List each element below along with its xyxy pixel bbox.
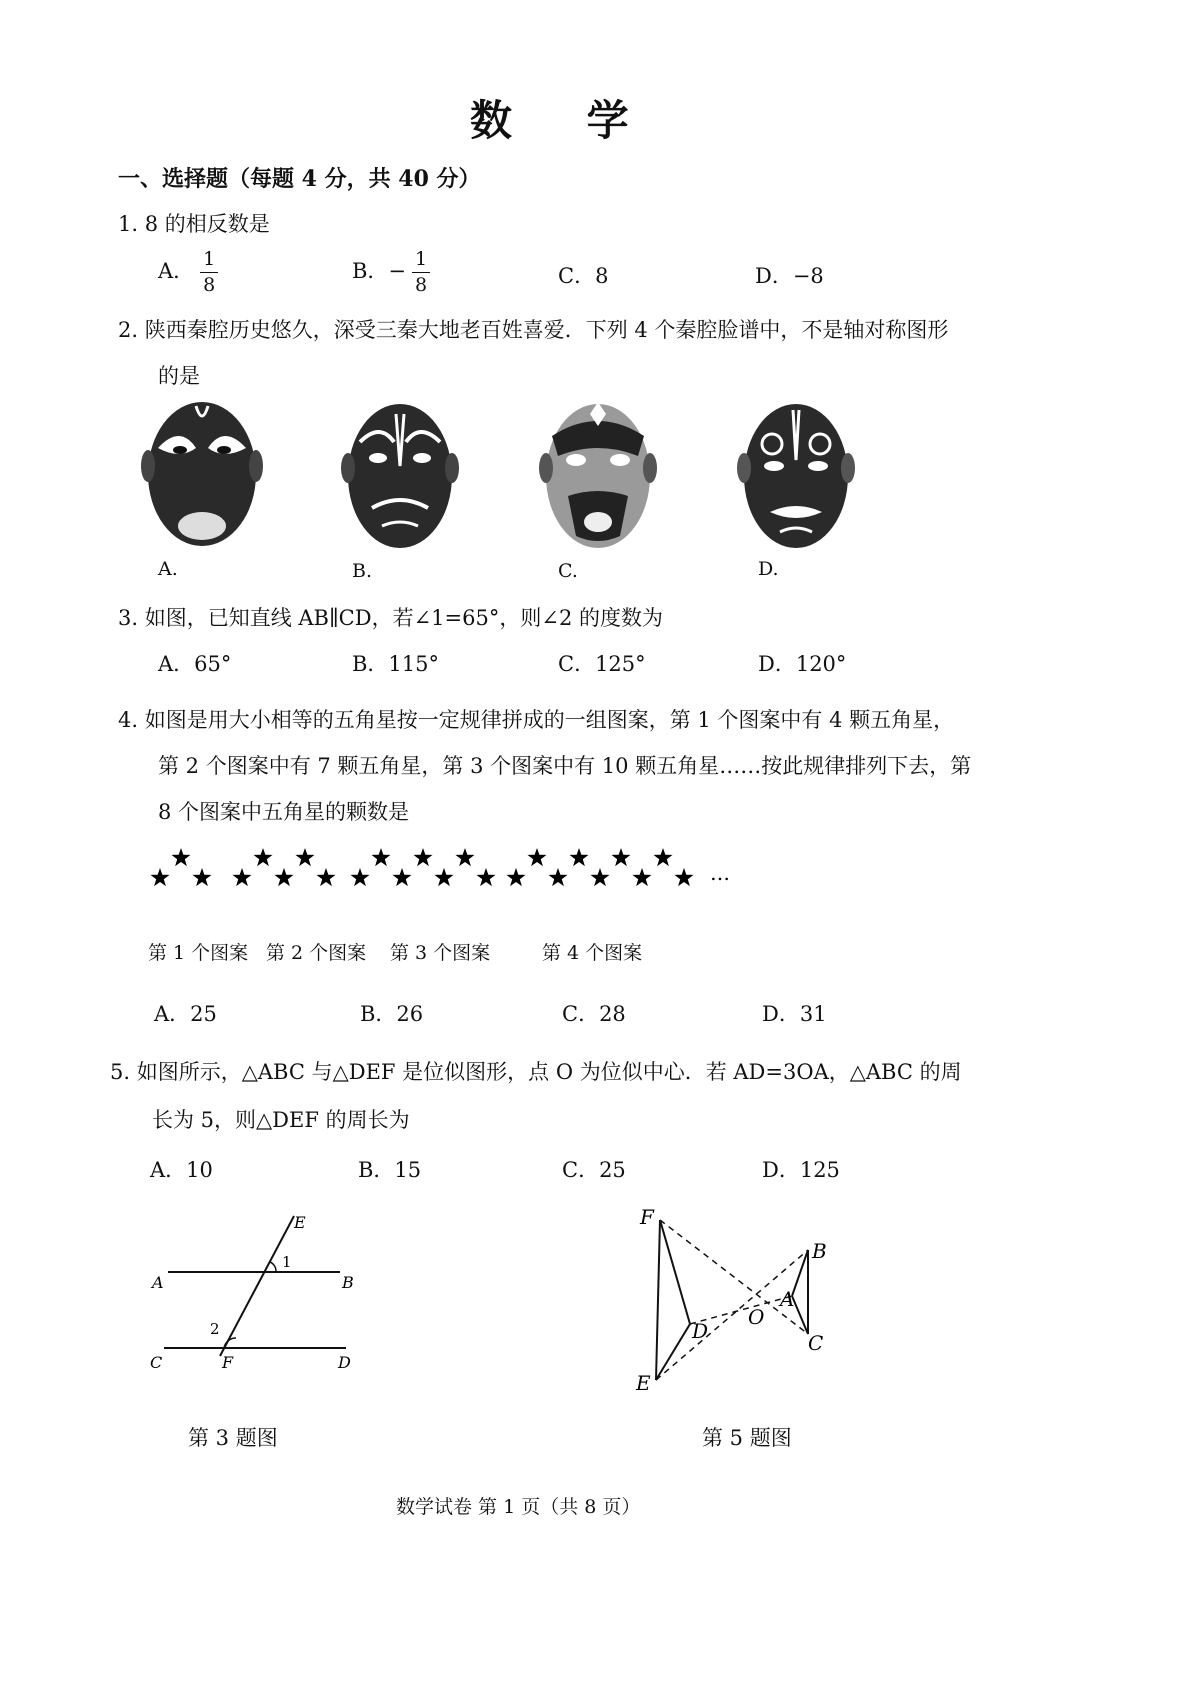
star-icon	[674, 868, 693, 886]
fig3-label-2: 2	[210, 1320, 220, 1338]
fig3-label-b: B	[342, 1273, 354, 1292]
q5-option-a: A．10	[150, 1158, 213, 1182]
q2-label-d: D.	[758, 558, 779, 580]
page-title: 数 学	[470, 96, 659, 145]
q1-fraction-b: $\frac{1}{8}$	[412, 250, 430, 295]
fig5-label-d: D	[692, 1319, 709, 1343]
opera-mask-icon	[737, 404, 855, 548]
q3-option-b: B．115°	[352, 652, 440, 676]
q2-label-b: B.	[352, 560, 373, 582]
q3-option-d: D．120°	[758, 652, 847, 676]
fig5-label-f: F	[640, 1205, 654, 1229]
star-pattern-4	[506, 848, 693, 886]
q1-option-b	[352, 250, 430, 295]
star-icon	[413, 848, 432, 866]
fig5-label-o: O	[748, 1305, 765, 1329]
star-icon	[274, 868, 293, 886]
star-icon	[455, 848, 474, 866]
q1-option-d: D．−8	[755, 264, 824, 288]
star-icon	[316, 868, 335, 886]
fig5-label-c: C	[808, 1331, 824, 1355]
star-icon	[371, 848, 390, 866]
star-icon	[392, 868, 411, 886]
q5-line2: 长为 5，则△DEF 的周长为	[152, 1108, 410, 1132]
section-heading: 一、选择题（每题 4 分，共 40 分）	[118, 166, 481, 192]
opera-mask-icon	[539, 402, 657, 548]
star-icon	[527, 848, 546, 866]
q3-option-c: C．125°	[558, 652, 646, 676]
star-pattern-1	[150, 848, 211, 886]
star-icon	[653, 848, 672, 866]
star-icon	[590, 868, 609, 886]
opera-mask-icon	[341, 404, 459, 548]
q2-label-a: A.	[158, 558, 178, 580]
figure-5-caption: 第 5 题图	[702, 1426, 792, 1450]
q2-line2: 的是	[158, 364, 200, 388]
q4-option-c: C．28	[562, 1002, 626, 1026]
fig5-label-a: A	[780, 1287, 795, 1311]
star-icon	[150, 868, 169, 886]
q5-option-d: D．125	[762, 1158, 840, 1182]
opera-masks	[140, 396, 980, 551]
star-ellipsis: …	[710, 861, 730, 885]
q1-option-b-label: B．−	[352, 259, 407, 283]
opera-mask-icon	[141, 402, 263, 546]
q2-line1: 2. 陕西秦腔历史悠久，深受三秦大地老百姓喜爱．下列 4 个秦腔脸谱中，不是轴对称图形	[118, 318, 949, 342]
star-icon	[350, 868, 369, 886]
q4-line2: 第 2 个图案中有 7 颗五角星，第 3 个图案中有 10 颗五角星……按此规律排列下去，第	[158, 754, 972, 778]
q5-option-c: C．25	[562, 1158, 626, 1182]
fig3-label-e: E	[294, 1213, 306, 1232]
star-icon	[192, 868, 211, 886]
star-icon	[569, 848, 588, 866]
q4-line3: 8 个图案中五角星的颗数是	[158, 800, 410, 824]
q1-stem: 1. 8 的相反数是	[118, 212, 270, 236]
star-icon	[232, 868, 251, 886]
star-icon	[434, 868, 453, 886]
fig3-label-a: A	[152, 1273, 164, 1292]
star-pattern-2	[232, 848, 335, 886]
q1-fraction-a: $\frac{1}{8}$	[200, 250, 218, 295]
star-pattern-3	[350, 848, 495, 886]
fig3-label-c: C	[150, 1353, 163, 1372]
q3-stem: 3. 如图，已知直线 AB∥CD，若∠1=65°，则∠2 的度数为	[118, 606, 663, 630]
star-icon	[611, 848, 630, 866]
star-icon	[253, 848, 272, 866]
figure-3-caption: 第 3 题图	[188, 1426, 278, 1450]
q4-caption-1: 第 1 个图案	[148, 942, 249, 964]
q1-option-a	[158, 250, 218, 295]
q1-option-a-label: A．	[158, 259, 195, 283]
fig5-label-b: B	[812, 1239, 827, 1263]
star-patterns	[150, 840, 750, 910]
star-icon	[171, 848, 190, 866]
q3-option-a: A．65°	[158, 652, 232, 676]
star-icon	[548, 868, 567, 886]
fig3-label-d: D	[338, 1353, 351, 1372]
q4-option-d: D．31	[762, 1002, 827, 1026]
star-icon	[476, 868, 495, 886]
fig3-label-1: 1	[282, 1253, 292, 1271]
figure-3	[140, 1208, 380, 1378]
q2-label-c: C.	[558, 560, 578, 582]
figure-5	[620, 1198, 860, 1398]
star-icon	[632, 868, 651, 886]
q4-caption-2: 第 2 个图案	[266, 942, 367, 964]
q1-option-c: C．8	[558, 264, 609, 288]
q4-option-a: A．25	[154, 1002, 217, 1026]
q5-option-b: B．15	[358, 1158, 422, 1182]
q4-option-b: B．26	[360, 1002, 424, 1026]
star-icon	[295, 848, 314, 866]
q4-caption-4: 第 4 个图案	[542, 942, 643, 964]
q4-caption-3: 第 3 个图案	[390, 942, 491, 964]
fig3-label-f: F	[222, 1353, 234, 1372]
q5-line1: 5. 如图所示，△ABC 与△DEF 是位似图形，点 O 为位似中心．若 AD=3OA，△ABC 的周	[110, 1060, 962, 1084]
star-icon	[506, 868, 525, 886]
fig5-label-e: E	[636, 1371, 651, 1395]
q4-line1: 4. 如图是用大小相等的五角星按一定规律拼成的一组图案，第 1 个图案中有 4 颗五角星，	[118, 708, 955, 732]
page-footer: 数学试卷 第 1 页（共 8 页）	[396, 1496, 641, 1518]
